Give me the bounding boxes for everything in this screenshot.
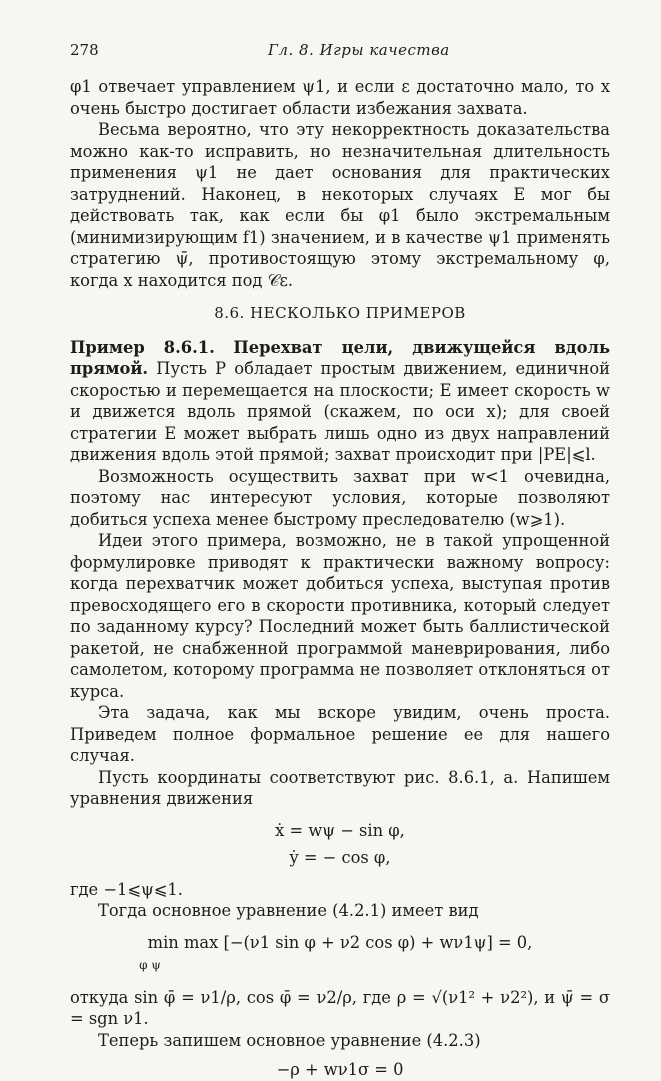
page-body bbox=[70, 76, 610, 1081]
paragraph-8: Теперь запишем основное уравнение (4.2.3) bbox=[98, 1030, 481, 1050]
paragraph-5: Эта задача, как мы вскоре увидим, очень проста. Приведем полное формальное решение ее для нашего случая. bbox=[70, 703, 610, 765]
minmax-expression: min max [−(ν1 sin φ + ν2 cos φ) + wν1ψ] = 0, bbox=[147, 932, 533, 952]
equation-main: −ρ + wν1σ = 0 bbox=[276, 1060, 404, 1079]
example-paragraph bbox=[70, 337, 610, 466]
example-text: Пусть P обладает простым движением, единичной скоростью и перемещается на плоскости; E имеет скорость w и движется вдоль прямой (скажем, по оси x); для своей стратегии E может выбрать лишь одно из двух направлений движения вдоль этой прямой; захват происходит при |PE|⩽l. bbox=[70, 359, 610, 464]
where-clause: где −1⩽ψ⩽1. bbox=[70, 879, 183, 899]
paragraph-7: Тогда основное уравнение (4.2.1) имеет вид bbox=[98, 901, 479, 920]
page-number: 278 bbox=[70, 41, 99, 59]
running-title: Гл. 8. Игры качества bbox=[268, 41, 450, 59]
paragraph-1: φ1 отвечает управлением ψ1, и если ε достаточно мало, то x очень быстро достигает области избежания захвата. bbox=[70, 77, 610, 118]
paragraph-4: Идеи этого примера, возможно, не в такой упрощенной формулировке приводят к практически важному вопросу: когда перехватчик может добиться успеха, выступая против превосходящего его в скорости противника, который следует по заданному курсу? Последний может быть баллистической ракетой, не снабженной программой маневрирования, либо самолетом, которому программа не позволяет отклоняться от курса. bbox=[70, 531, 610, 701]
from-clause: откуда sin φ̄ = ν1/ρ, cos φ̄ = ν2/ρ, где ρ = √(ν1² + ν2²), и ψ̄ = σ = sgn ν1. bbox=[70, 987, 610, 1028]
paragraph-6: Пусть координаты соответствуют рис. 8.6.1, a. Напишем уравнения движения bbox=[70, 767, 610, 808]
paragraph-3: Возможность осуществить захват при w<1 очевидна, поэтому нас интересуют условия, которые позволяют добиться успеха менее быстрому преследователю (w⩾1). bbox=[70, 466, 610, 529]
section-title: 8.6. НЕСКОЛЬКО ПРИМЕРОВ bbox=[214, 304, 466, 322]
example-label: Пример 8.6.1. bbox=[70, 337, 215, 357]
example-title: Перехват цели, движущейся вдоль прямой. bbox=[70, 337, 610, 378]
equation-minmax bbox=[70, 932, 610, 977]
paragraph-2: Весьма вероятно, что эту некорректность доказательства можно как-то исправить, но незначительная длительность применения ψ1 не дает основания для практических затруднений. Наконец, в некоторых случаях E мог бы действовать так, как если бы φ1 было экстремальным (минимизирующим f1) значением, и в качестве ψ1 применять стратегию ψ̄, противостоящую этому экстремальному φ, когда x находится под 𝒞ε. bbox=[70, 120, 610, 290]
equation-x-dot: ẋ = wψ − sin φ, bbox=[275, 820, 405, 840]
minmax-subscripts: φ ψ bbox=[139, 958, 161, 972]
equation-y-dot: ẏ = − cos φ, bbox=[289, 848, 391, 867]
